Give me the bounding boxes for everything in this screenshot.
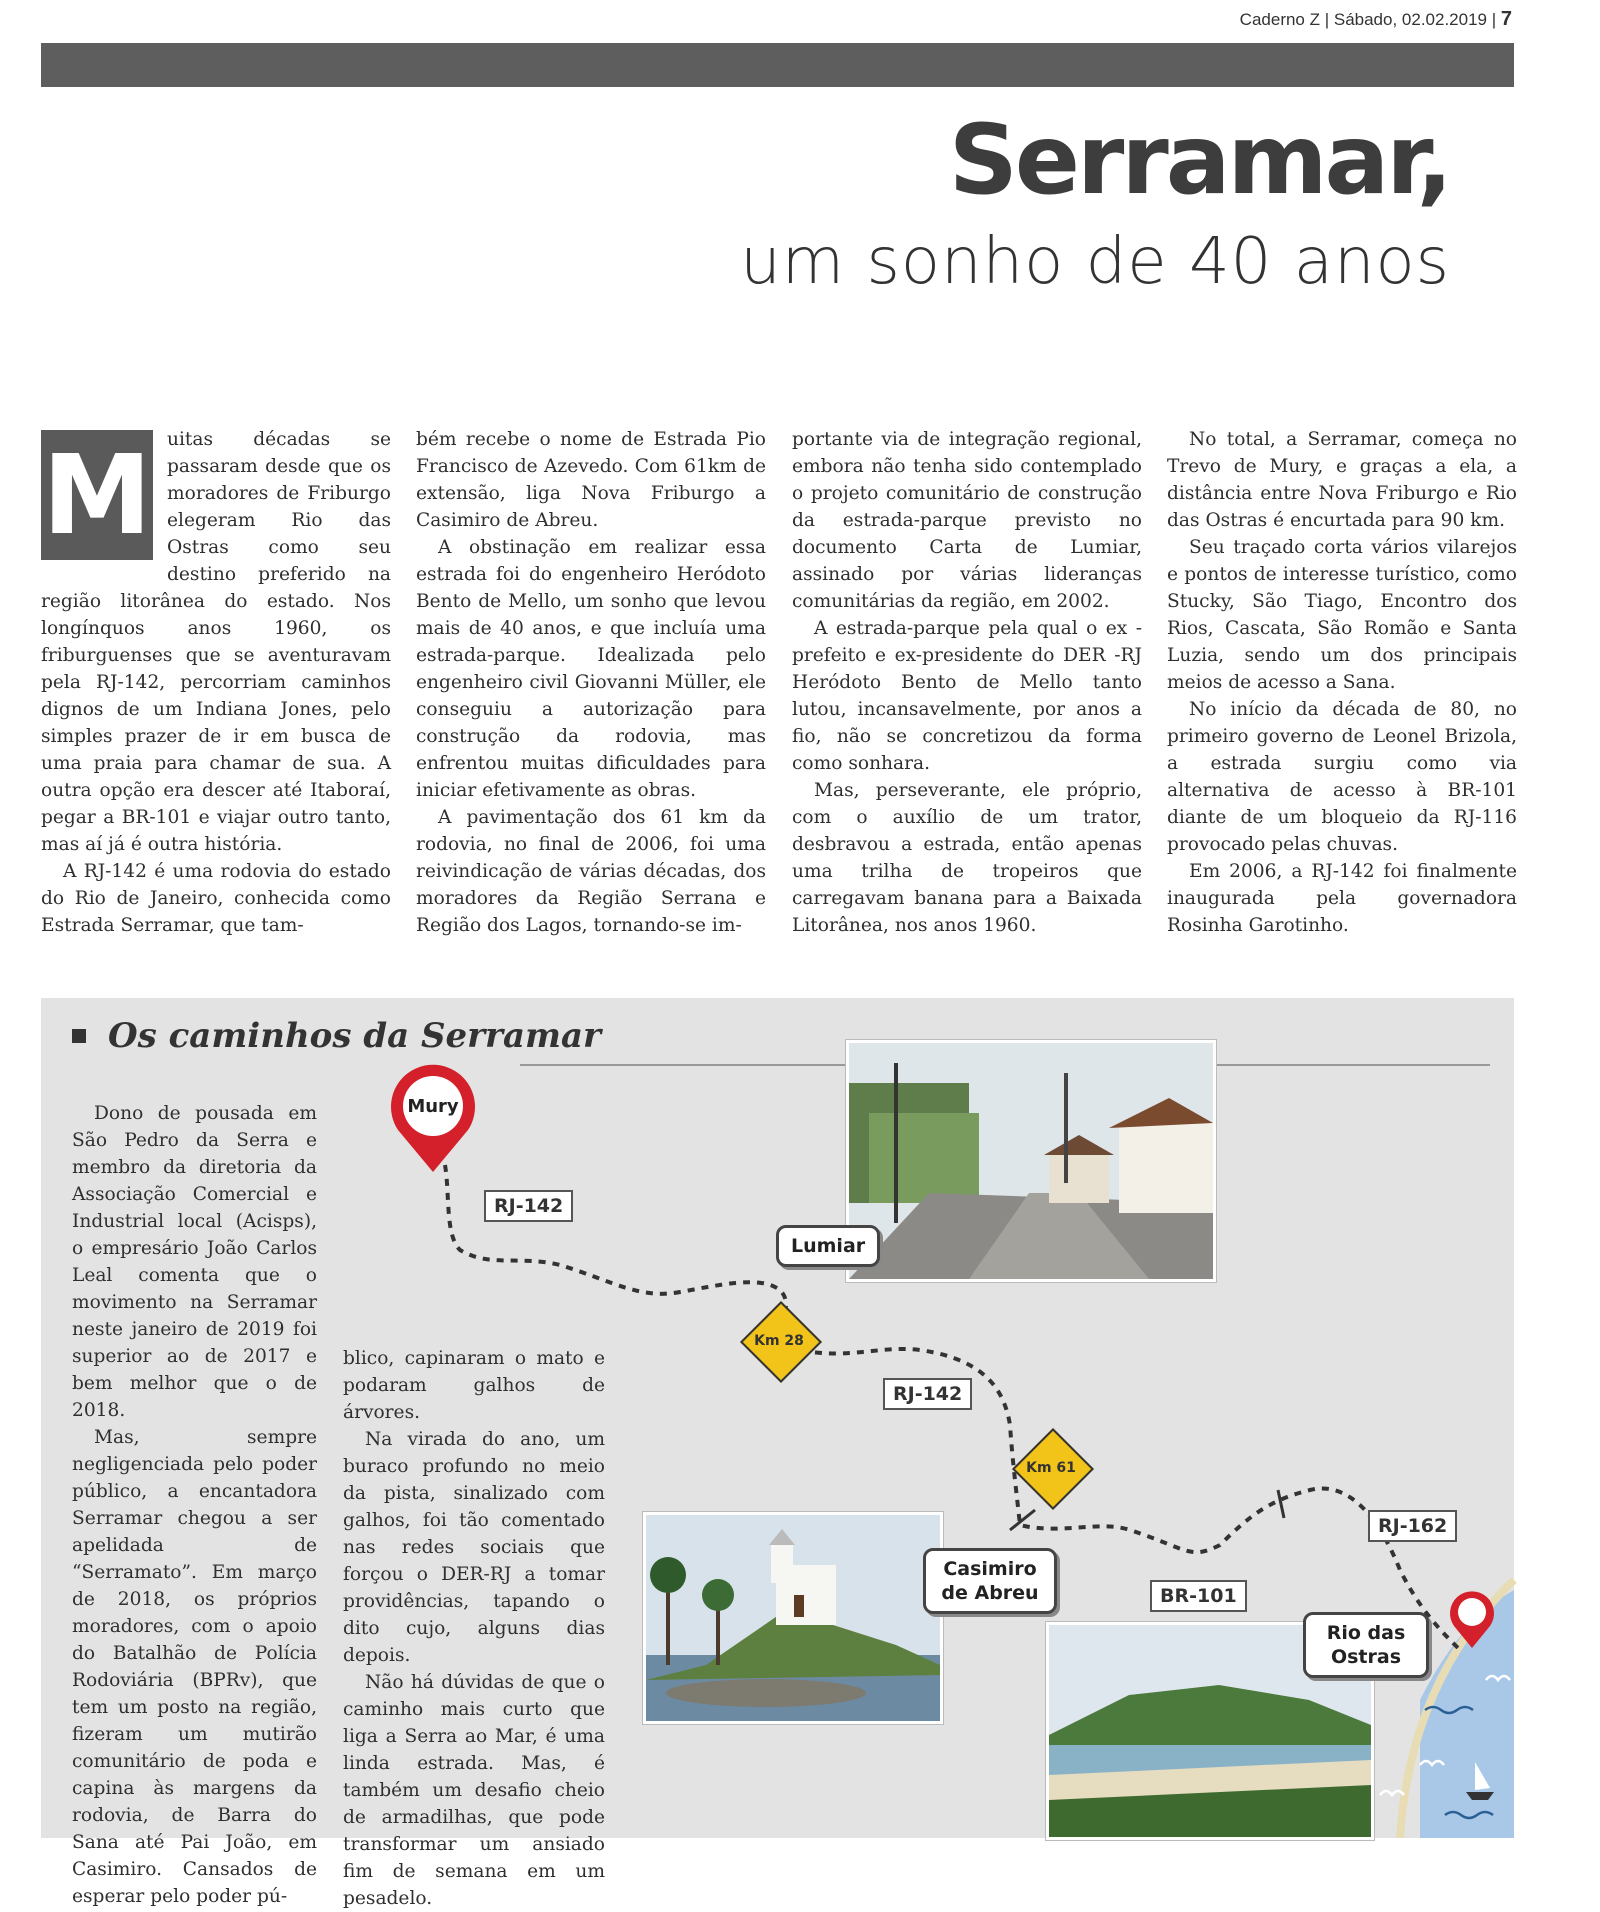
paragraph: No total, a Serramar, começa no Trevo de Mury, e graças a ela, a distância entre Nova Friburgo e Rio das Ostras é encurtada para 90 km. bbox=[1167, 429, 1517, 531]
pin-mury-icon bbox=[391, 1065, 475, 1172]
paragraph: No início da década de 80, no primeiro governo de Leonel Brizola, a estrada surgiu como via alternativa de acesso à BR-101 diante de um bloqueio da RJ-116 provocado pelas chuvas. bbox=[1167, 699, 1517, 855]
route-tick-mark bbox=[1278, 1490, 1284, 1518]
photo-casimiro-church bbox=[643, 1512, 943, 1724]
paragraph: Dono de pousada em São Pedro da Serra e membro da diretoria da Associação Comercial e Industrial local (Acisps), o empresário João Carlos Leal comenta que o movimento na Serramar neste janeiro de 2019 foi superior ao de 2017 e bem melhor que o de 2018. bbox=[72, 1103, 317, 1421]
subheadline: um sonho de 40 anos bbox=[740, 225, 1450, 299]
road-label-rj142-mid: RJ-142 bbox=[883, 1378, 972, 1410]
place-label-casimiro: Casimiro de Abreu bbox=[923, 1548, 1057, 1614]
road-label-rj142-top: RJ-142 bbox=[484, 1190, 573, 1222]
paragraph: Seu traçado corta vários vilarejos e pontos de interesse turístico, como Stucky, São Tiago, Encontro dos Rios, Cascata, São Romão e Santa Luzia, sendo um dos principais meios de acesso a Sana. bbox=[1167, 537, 1517, 693]
seagull-icon bbox=[1380, 1791, 1404, 1795]
paragraph: portante via de integração regional, embora não tenha sido contemplado o projeto comunitário de construção da estrada-parque previsto no documento Carta de Lumiar, assinado por várias lideranças comunitárias da região, em 2002. bbox=[792, 429, 1142, 612]
header-section: Caderno Z | Sábado, 02.02.2019 | bbox=[1239, 10, 1497, 29]
place-label-lumiar: Lumiar bbox=[776, 1225, 880, 1267]
church-scene-image bbox=[646, 1515, 940, 1721]
paragraph: bém recebe o nome de Estrada Pio Francisco de Azevedo. Com 61km de extensão, liga Nova Friburgo a Casimiro de Abreu. bbox=[416, 429, 766, 531]
photo-lumiar-street bbox=[846, 1040, 1216, 1282]
pin-mury-label: Mury bbox=[407, 1096, 459, 1117]
paragraph: A RJ-142 é uma rodovia do estado do Rio de Janeiro, conhecida como Estrada Serramar, que tam- bbox=[41, 861, 391, 936]
km-61-label: Km 61 bbox=[1026, 1460, 1076, 1476]
road-label-br101: BR-101 bbox=[1150, 1580, 1247, 1612]
route-tick-mark bbox=[1010, 1510, 1035, 1530]
page-number: 7 bbox=[1500, 8, 1512, 30]
paragraph: A obstinação em realizar essa estrada foi do engenheiro Heródoto Bento de Mello, um sonho que levou mais de 40 anos, e que incluía uma estrada-parque. Idealizada pelo engenheiro civil Giovanni Müller, ele conseguiu a autorização para construção da rodovia, mas enfrentou muitas dificuldades para iniciar efetivamente as obras. bbox=[416, 537, 766, 801]
box-title-text: Os caminhos da Serramar bbox=[108, 1016, 601, 1056]
paragraph: Mas, sempre negligenciada pelo poder público, a encantadora Serramar chegou a ser apelidada de “Serramato”. Em março de 2018, os próprios moradores, com o apoio do Batalhão de Polícia Rodoviária (BPRv), que tem um posto na região, fizeram um mutirão comunitário de poda e capina às margens da rodovia, de Barra do Sana até Pai João, em Casimiro. Cansados de esperar pelo poder pú- bbox=[72, 1427, 317, 1907]
paragraph: Na virada do ano, um buraco profundo no meio da pista, sinalizado com galhos, foi tão comentado nas redes sociais que forçou o DER-RJ a tomar providências, tapando o dito cujo, alguns dias depois. bbox=[343, 1429, 605, 1666]
paragraph: Em 2006, a RJ-142 foi finalmente inaugurada pela governadora Rosinha Garotinho. bbox=[1167, 861, 1517, 936]
headline: Serramar, bbox=[948, 104, 1450, 216]
paragraph: A pavimentação dos 61 km da rodovia, no final de 2006, foi uma reivindicação de várias décadas, dos moradores da Região Serrana e Região dos Lagos, tornando-se im- bbox=[416, 807, 766, 936]
road-label-rj162: RJ-162 bbox=[1368, 1510, 1457, 1542]
street-scene-image bbox=[849, 1043, 1213, 1279]
paragraph: blico, capinaram o mato e podaram galhos de árvores. bbox=[343, 1348, 605, 1423]
km-28-label: Km 28 bbox=[754, 1333, 804, 1349]
paragraph: uitas décadas se passaram desde que os moradores de Friburgo elegeram Rio das Ostras como seu destino preferido na região litorânea do estado. Nos longínquos anos 1960, os friburguenses que se aventuravam pela RJ-142, percorriam caminhos dignos de um Indiana Jones, pelo simples prazer de ir em busca de uma praia para chamar de sua. A outra opção era descer até Itaboraí, pegar a BR-101 e viajar outro tanto, mas aí já é outra história. bbox=[41, 429, 391, 855]
paragraph: Não há dúvidas de que o caminho mais curto que liga a Serra ao Mar, é uma linda estrada. Mas, é também um desafio cheio de armadilhas, que pode transformar um ansiado fim de semana em um pesadelo. bbox=[343, 1672, 605, 1909]
paragraph: Mas, perseverante, ele próprio, com o auxílio de um trator, desbravou a estrada, então apenas uma trilha de tropeiros que carregavam banana para a Baixada Litorânea, nos anos 1960. bbox=[792, 780, 1142, 936]
paragraph: A estrada-parque pela qual o ex -prefeito e ex-presidente do DER -RJ Heródoto Bento de Mello tanto lutou, incansavelmente, por anos a fio, não se concretizou da forma como sonhara. bbox=[792, 618, 1142, 774]
place-label-rio-das-ostras: Rio das Ostras bbox=[1303, 1612, 1429, 1678]
drop-cap: M bbox=[42, 431, 152, 559]
